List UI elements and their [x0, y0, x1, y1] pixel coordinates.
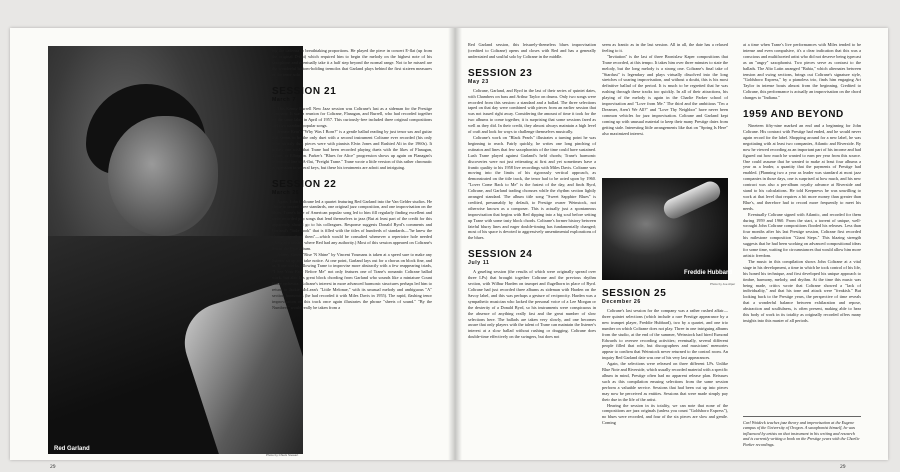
beyond-paragraph: Eventually Coltrane signed with Atlantic, and recorded for them during 1959 and 1960. From the start, a torrent of unique, well-wrought John Coltrane compositions flooded his releases. Less than four months after his last Prestige session, Coltrane first recorded his milestone composition "Giant Steps." This blazing strength suggests that he had been working on advanced compositional ideas for some time, waiting for circumstances that would allow him more artistic freedom.: [743, 211, 861, 258]
right-column-1: [468, 42, 596, 340]
session-25-title: SESSION 25: [602, 288, 667, 299]
photo-trumpet: [661, 178, 724, 221]
photo-credit-left: Photo by Chuck Stewart: [266, 453, 299, 457]
right-col2-paragraph: "Invitation" is the last of three Bronislaw Kaper compositions that Trane recorded, at this tempo. It takes him over three minutes to state the melody, but the long melody is a strong one. Coltrane's final take of "Stardust" is legendary and plays virtually dissolved into the long stretches of soaring improvisation, and without a doubt, this is his most definitive ballad of the period. It is much to be regretted that he was rushing through these tracks too quickly. In all of their attractions, his playing of the melody is again in the Charlie Parker school of improvisation and "Love from Me." The third and the ambitious "I'm a Dreamer, Aren't We All?" and "Love Thy Neighbor" have never been common vehicles for jazz improvisation. Coltrane and Garland kept coming up with unusual material to keep their many Prestige dates from getting stale. Interesting little arrangements like that on "Spring Is Here" also maximized interest.: [602, 53, 728, 136]
session-23-date: May 23: [468, 78, 489, 85]
session-24-date: July 11: [468, 260, 490, 267]
page-number-right: 29: [840, 464, 846, 470]
session-25-paragraph: Hearing the session in its totality, we can note that none of the compositions are jazz originals (unless you count "Goldsboro Express"), no blues were recorded, and four of the six pieces are slow and gentle. Coming: [602, 402, 728, 426]
session-25-paragraph: Coltrane's last session for the company was a rather rushed affair—three quintet selections (which include a rare Prestige appearance by a new trumpet player, Freddie Hubbard), two by a quartet, and one trio number on which Coltrane does not play. Three in one intriguing albums from the studio, at the end of the summer, Weinstock had hired Esmond Edwards to oversee recording activities; eventually, several different people filled that role, but discographers and musicians' memories appear to confirm that Weinstock never returned to the control room. An inquiry Red Garland date was one of his very last appearances.: [602, 308, 728, 361]
photo-credit-right: Photo by Joe Alper: [710, 282, 736, 286]
session-21-date: March 7: [272, 96, 296, 103]
right-col1-top: Red Garland session, this leisurely-themeless blues improvisation (credited to Coltrane) opens and closes with Red and has a generally understated and soulful solo by Coltrane in the middle.: [468, 42, 596, 59]
beyond-paragraph: The music in this compilation shows John Coltrane at a vital stage in his development, a time in which he took control of his life, his honed his technique, and first developed his unique approach to timbre, harmony, melody, and rhythm. At the time this music was being made, critics wrote that Coltrane showed a "lack of individuality," and that his tone and attack were "freakish." But looking back to the Prestige years, the perspective of time reveals that a wonderful balance between exhilaration and repose, abstraction and soulfulness, is often present, making able to hear this body of work in its totality as originally recorded offers many insights into this master of all periods.: [743, 258, 861, 323]
red-garland-photo: [48, 46, 303, 454]
beyond-paragraph: Nineteen fifty-nine marked an end and a beginning for John Coltrane. His contract with Prestige had ended, and he would never again record for the label. Shopping around for a new label, he was negotiating with at least two companies, Atlantic and Riverside. By now he viewed recording as an important part of his income and had figured out how much he wanted to earn per year from this source. One could assume that he wanted to make at least four albums a year as a leader, a quantity that the payments of Prestige had enabled. (Planning two a year as leader was standard at most jazz companies in those days, one is surprised at how much, and his new contract was also a per-album royalty advance at Riverside and stand to his calculations. He told Keepnews he was unwilling to work at that level that requires a bit more money than greater than Blue's, and therefore had to record more frequently to meet his needs.: [743, 123, 861, 211]
right-column-2-bottom: [602, 286, 728, 456]
session-22-date: March 26: [272, 189, 300, 196]
session-25-date: December 26: [602, 299, 641, 305]
session-24-paragraph: A grueling session (the results of which were originally spread over three LPs) that brought together Coltrane and the previous rhythm section, with Wilbur Harden on trumpet and flugelhorn in place of Byrd. Coltrane had just recorded three albums as sideman with Harden on the Savoy label, and this was perhaps a gesture of reciprocity. Harden was a sympathetic musician who lacked the personal voice of a Lee Morgan or the dexterity of a Donald Byrd, so his instruments were conspicuous in the absence of anything really fast and the great number of slow selections here. The ballads are taken very slowly, and one becomes aware that only players with the talent of Trane can maintain the listener's interest at a slow ballad without rushing or dragging. Coltrane does double-time effectively on the swingers, but does not: [468, 269, 596, 340]
session-22-title: SESSION 22: [272, 178, 337, 190]
right-col3-top: at a time when Trane's live performances with Miles tended to be intense and even compulsive, it's a clear indication that this was a conscious and multifaceted artist who did not deserve being typecast as an "angry" saxophonist. Two pieces serve as contrast to the ballads. The Alto Latin arranged "Bahia," which alternates between tension and swing sections, brings out Coltrane's signature style, "Goldsboro Express," by a pianoless trio, finds him engaging Art Taylor in intense bouts almost from the beginning. Credited to Coltrane, this performance is actually an improvisation on the chord changes to "Indiana.": [743, 42, 861, 101]
right-col2-top: seem as frantic as in the last session. All in all, the date has a relaxed feeling to it.: [602, 42, 728, 53]
session-23-title: SESSION 23: [468, 67, 533, 79]
right-column-3: [743, 42, 861, 414]
footnote-rule: [743, 416, 861, 417]
author-footnote: Carl Woideck teaches jazz theory and improvisation at the Eugene campus of the University of Oregon. A saxophonist himself, he was influenced by artists on that instrument in his writing and research and is currently writing a book on the Prestige years with the Charlie Parker recordings.: [743, 420, 860, 447]
session-21-paragraph: Jerome Kern's "Why Was I Born?" is a gentle ballad reading by just tenor sax and guitar that seems to be the only duet with a second instrument Coltrane ever recorded (his only other strictly duet pieces were with pianists Elvin Jones and Rashied Ali in the 1960s). It makes one wish that Trane had been recorded playing duets with the likes of Flanagan, Tyner, or Ellington. Parker's "Blues for Alice" progression shows up again on Flanagan's wonderful line in A-flat, "Freight Trane." Trane wrote a little version of this rather chromatic progression in several keys, but these his treatments are adroit and intriguing.: [272, 129, 432, 170]
freddie-hubbard-photo: [602, 178, 728, 280]
session-25-paragraph: Again, the selections were released on three different LPs. Unlike Blue Note and Riverside, which usually recorded material with a specific album in mind, Prestige often had no apparent release plan. Reissues such as this compilation ensuing selections from the same session perform a valuable service. Sessions that had been cut up into pieces may now be perceived as entities. Sessions that were made simply pay their due in the life of the artist.: [602, 361, 728, 402]
session-22-paragraph: Johnny Green "Rise 'N Shine" by Vincent Youmans is taken at a speed sure to make any listener sit up and take notice. At one point, Garland lays out for a chorus on block fine, and as Trane works, allowing Trane to improvise more abstractly with a few reappearing triads, "I See Your Face Before Me" not only features one of Trane's romantic Coltrane ballad work, but also has great block chording from Garland who sounds like a miniature Count Basie orchestra. Coltrane's interest in more advanced harmonic structures perhaps led him to return to Jackie McLean's "Little Melonae," with its unusual melody and ambiguous "A" section harmonies (he had recorded it with Miles Davis in 1955). The rapid, flashing tenor improvisation on this track once again illustrates the phrase "sheets of sound." "By the Numbers" would really be taken from a: [272, 251, 432, 310]
book-gutter: [448, 28, 462, 460]
left-top-text: ing the cadenza to breathtaking proportions. He played the piece in concert E-flat (up from the original D-flat) which required him to begin the melody on the highest note of his saxophone and eventually take it a half step beyond the normal range. Not to be missed are the wonderful bottom-holding tremolos that Garland plays behind the first sixteen measures of the tenor solo.: [272, 48, 432, 77]
beyond-title: 1959 AND BEYOND: [743, 109, 844, 121]
session-24-title: SESSION 24: [468, 249, 533, 261]
photo-caption-right: Freddie Hubbard: [684, 270, 733, 276]
book-spread: [10, 28, 888, 470]
session-21-title: SESSION 21: [272, 85, 337, 97]
right-column-2-top: [602, 42, 728, 176]
photo-face: [108, 116, 218, 236]
session-22-paragraph: Again, John Coltrane led a quartet featuring Red Garland into the Van Gelder studios. He chose to record three standards, one original jazz composition, and one improvisation on the blues. Trane's love of American popular song led to him fill regularly finding excellent and underrecorded pop songs that lend themselves to jazz (But at least part of the credit for this apparently should go to his colleagues. Response suggests Donald Byrd's comments and Garland's "little book" that is filled with the titles of hundreds of standards—"he knew the changes to all of them"—which would be consulted whenever a repertoire hole needed filling at a session where Red had any authority.) Most of this session appeared on Coltrane's Settin' the Pace album.: [272, 198, 432, 251]
left-text-column: [272, 48, 432, 311]
photo-caption-left: Red Garland: [54, 446, 90, 452]
session-23-paragraph: Coltrane, Garland, and Byrd in the last of their series of quintet dates, with Chambers on bass and Arthur Taylor on drums. Only two songs were recorded from this session: a standard and a ballad. The three selections taped on that day were combined with pieces from an earlier session that was not issued right away. Considering the amount of time it took for the two albums to come together, it is surprising that some sessions fared as well as they did. In their credit, they almost always maintain a high level of craft and look for ways to challenge themselves musically.: [468, 87, 596, 135]
session-23-paragraph: Coltrane's work on "Black Pearls" illustrates a turning point he was beginning to reach. Fairly quickly, he writes one long pinching of ostinatos and lines that few saxophonists of the time could have sustained. Lush Trane played against Garland's held chords; Trane's harmonic discoveries were not just reiterating at first and yet sometimes have a frantic quality to his 1958 live recordings with Miles Davis. Coltrane was moving into the limits of his rigorously vertical approach, as demonstrated on the title track, the tenor had to be acted upon by 1960. "Lover Come Back to Me" is the fastest of the day, and finds Byrd, Coltrane, and Garland trading choruses while the rhythm section lightly arranged standard. The album title song "Sweet Sapphire Blues" is credited, presumably by default, to Prestige owner Weinstock, not otherwise known as a composer. This is actually just a spontaneous improvisation that begins with Red dipping into a big soul before setting up Trane with some tasty block chords. Coltrane's former history between fateful blurry lines and eager double-timing has fundamentally changed; most of his space is devoted to aggressively unsentimental explorations of the blues.: [468, 134, 596, 241]
page-number-left: 29: [50, 464, 56, 470]
session-21-paragraph: This Kenny Burrell New Jazz session was Coltrane's last as a sideman for the Prestige company. It was a reunion for Coltrane, Flanagan, and Burrell, who had recorded together on the same label in April of 1957. This curiously-free included three original compositions and two standard popular songs.: [272, 105, 432, 129]
